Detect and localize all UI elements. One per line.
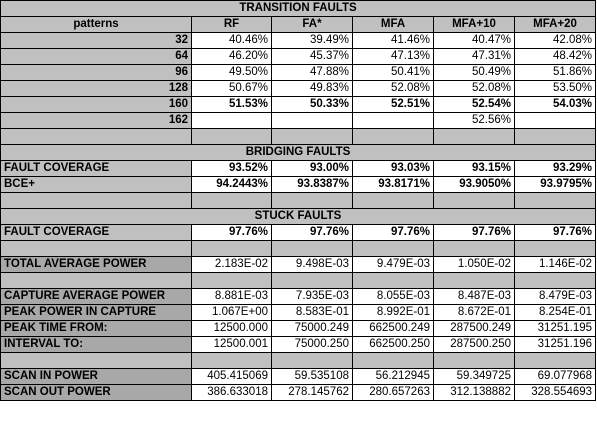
value-cell: 1.050E-02 <box>434 257 515 273</box>
value-cell: 75000.250 <box>272 337 353 353</box>
table-row <box>1 369 596 385</box>
table-row <box>1 321 596 337</box>
spacer-cell <box>353 193 434 209</box>
row-label: BCE+ <box>1 177 192 193</box>
value-cell: 59.535108 <box>272 369 353 385</box>
row-label: 160 <box>1 97 192 113</box>
transition-faults-title-cell: TRANSITION FAULTS <box>1 1 596 17</box>
value-cell: 8.881E-03 <box>192 289 272 305</box>
bridging-faults-title <box>1 145 596 161</box>
spacer-cell <box>192 129 272 145</box>
value-cell: 97.76% <box>434 225 515 241</box>
row-label: 32 <box>1 33 192 49</box>
row-label: 64 <box>1 49 192 65</box>
table-row <box>1 161 596 177</box>
value-cell: 94.2443% <box>192 177 272 193</box>
value-cell: 8.479E-03 <box>515 289 596 305</box>
row-label: PEAK POWER IN CAPTURE <box>1 305 192 321</box>
value-cell: 405.415069 <box>192 369 272 385</box>
value-cell: 40.47% <box>434 33 515 49</box>
column-header: FA* <box>272 17 353 33</box>
row-label: CAPTURE AVERAGE POWER <box>1 289 192 305</box>
value-cell: 97.76% <box>515 225 596 241</box>
spacer-cell <box>434 241 515 257</box>
value-cell: 51.53% <box>192 97 272 113</box>
row-label: 96 <box>1 65 192 81</box>
row-label: FAULT COVERAGE <box>1 161 192 177</box>
table-row <box>1 225 596 241</box>
value-cell: 46.20% <box>192 49 272 65</box>
table-row <box>1 65 596 81</box>
column-header: MFA+20 <box>515 17 596 33</box>
value-cell: 9.479E-03 <box>353 257 434 273</box>
spacer-cell <box>192 241 272 257</box>
stuck-faults-title <box>1 209 596 225</box>
value-cell: 50.41% <box>353 65 434 81</box>
value-cell: 93.9050% <box>434 177 515 193</box>
value-cell: 12500.000 <box>192 321 272 337</box>
value-cell: 47.31% <box>434 49 515 65</box>
spacer-cell <box>1 353 192 369</box>
value-cell: 93.00% <box>272 161 353 177</box>
value-cell: 56.212945 <box>353 369 434 385</box>
value-cell: 69.077968 <box>515 369 596 385</box>
value-cell: 93.15% <box>434 161 515 177</box>
table-row <box>1 49 596 65</box>
value-cell: 97.76% <box>353 225 434 241</box>
value-cell: 312.138882 <box>434 385 515 401</box>
row-label: PEAK TIME FROM: <box>1 321 192 337</box>
spacer-row <box>1 193 596 209</box>
value-cell: 9.498E-03 <box>272 257 353 273</box>
spacer-cell <box>192 353 272 369</box>
spacer-cell <box>515 273 596 289</box>
spacer-cell <box>515 241 596 257</box>
value-cell: 52.54% <box>434 97 515 113</box>
value-cell: 7.935E-03 <box>272 289 353 305</box>
value-cell: 75000.249 <box>272 321 353 337</box>
value-cell: 8.992E-01 <box>353 305 434 321</box>
value-cell: 52.08% <box>353 81 434 97</box>
value-cell <box>272 113 353 129</box>
spacer-cell <box>434 353 515 369</box>
spacer-cell <box>515 353 596 369</box>
value-cell: 8.583E-01 <box>272 305 353 321</box>
value-cell: 52.08% <box>434 81 515 97</box>
value-cell: 93.8171% <box>353 177 434 193</box>
table-row <box>1 257 596 273</box>
value-cell <box>353 113 434 129</box>
spacer-cell <box>272 193 353 209</box>
value-cell: 49.50% <box>192 65 272 81</box>
spacer-cell <box>1 193 192 209</box>
column-header: MFA+10 <box>434 17 515 33</box>
spacer-row <box>1 273 596 289</box>
value-cell: 31251.195 <box>515 321 596 337</box>
row-label: SCAN OUT POWER <box>1 385 192 401</box>
table-row <box>1 81 596 97</box>
spacer-cell <box>353 353 434 369</box>
table-row <box>1 97 596 113</box>
column-header: MFA <box>353 17 434 33</box>
spacer-cell <box>434 129 515 145</box>
table-row <box>1 289 596 305</box>
value-cell: 31251.196 <box>515 337 596 353</box>
value-cell: 8.254E-01 <box>515 305 596 321</box>
spacer-cell <box>353 241 434 257</box>
spacer-row <box>1 129 596 145</box>
row-label: 162 <box>1 113 192 129</box>
value-cell: 93.52% <box>192 161 272 177</box>
value-cell: 280.657263 <box>353 385 434 401</box>
row-label: FAULT COVERAGE <box>1 225 192 241</box>
value-cell: 8.672E-01 <box>434 305 515 321</box>
value-cell: 42.08% <box>515 33 596 49</box>
spacer-row <box>1 353 596 369</box>
table-row <box>1 113 596 129</box>
value-cell: 662500.250 <box>353 337 434 353</box>
value-cell: 93.29% <box>515 161 596 177</box>
column-header: patterns <box>1 17 192 33</box>
value-cell: 662500.249 <box>353 321 434 337</box>
spacer-cell <box>515 129 596 145</box>
value-cell: 50.67% <box>192 81 272 97</box>
column-header-row <box>1 17 596 33</box>
value-cell: 386.633018 <box>192 385 272 401</box>
spacer-cell <box>353 273 434 289</box>
row-label: INTERVAL TO: <box>1 337 192 353</box>
spacer-cell <box>272 241 353 257</box>
table-row <box>1 33 596 49</box>
value-cell: 40.46% <box>192 33 272 49</box>
row-label: TOTAL AVERAGE POWER <box>1 257 192 273</box>
value-cell <box>515 113 596 129</box>
spacer-cell <box>192 273 272 289</box>
row-label: 128 <box>1 81 192 97</box>
value-cell: 41.46% <box>353 33 434 49</box>
value-cell: 1.067E+00 <box>192 305 272 321</box>
spacer-cell <box>272 353 353 369</box>
value-cell: 93.03% <box>353 161 434 177</box>
value-cell: 49.83% <box>272 81 353 97</box>
value-cell: 59.349725 <box>434 369 515 385</box>
transition-faults-title <box>1 1 596 17</box>
value-cell: 1.146E-02 <box>515 257 596 273</box>
bridging-faults-title-cell: BRIDGING FAULTS <box>1 145 596 161</box>
spacer-cell <box>272 129 353 145</box>
table-row <box>1 305 596 321</box>
value-cell: 54.03% <box>515 97 596 113</box>
table-row <box>1 177 596 193</box>
value-cell: 39.49% <box>272 33 353 49</box>
value-cell: 8.055E-03 <box>353 289 434 305</box>
value-cell: 278.145762 <box>272 385 353 401</box>
spacer-cell <box>1 273 192 289</box>
spacer-cell <box>353 129 434 145</box>
value-cell: 287500.250 <box>434 337 515 353</box>
spacer-cell <box>272 273 353 289</box>
value-cell: 50.33% <box>272 97 353 113</box>
value-cell: 2.183E-02 <box>192 257 272 273</box>
spacer-cell <box>434 273 515 289</box>
value-cell: 97.76% <box>192 225 272 241</box>
value-cell: 45.37% <box>272 49 353 65</box>
value-cell: 12500.001 <box>192 337 272 353</box>
value-cell: 287500.249 <box>434 321 515 337</box>
spacer-cell <box>434 193 515 209</box>
value-cell: 52.51% <box>353 97 434 113</box>
column-header: RF <box>192 17 272 33</box>
value-cell: 50.49% <box>434 65 515 81</box>
spacer-cell <box>1 129 192 145</box>
value-cell: 93.8387% <box>272 177 353 193</box>
row-label: SCAN IN POWER <box>1 369 192 385</box>
value-cell: 97.76% <box>272 225 353 241</box>
value-cell: 53.50% <box>515 81 596 97</box>
value-cell: 48.42% <box>515 49 596 65</box>
spacer-cell <box>1 241 192 257</box>
value-cell: 52.56% <box>434 113 515 129</box>
value-cell: 8.487E-03 <box>434 289 515 305</box>
value-cell: 47.88% <box>272 65 353 81</box>
value-cell: 51.86% <box>515 65 596 81</box>
spacer-cell <box>515 193 596 209</box>
spacer-cell <box>192 193 272 209</box>
table-row <box>1 337 596 353</box>
value-cell <box>192 113 272 129</box>
stuck-faults-title-cell: STUCK FAULTS <box>1 209 596 225</box>
value-cell: 47.13% <box>353 49 434 65</box>
value-cell: 93.9795% <box>515 177 596 193</box>
value-cell: 328.554693 <box>515 385 596 401</box>
table-row <box>1 385 596 401</box>
spacer-row <box>1 241 596 257</box>
